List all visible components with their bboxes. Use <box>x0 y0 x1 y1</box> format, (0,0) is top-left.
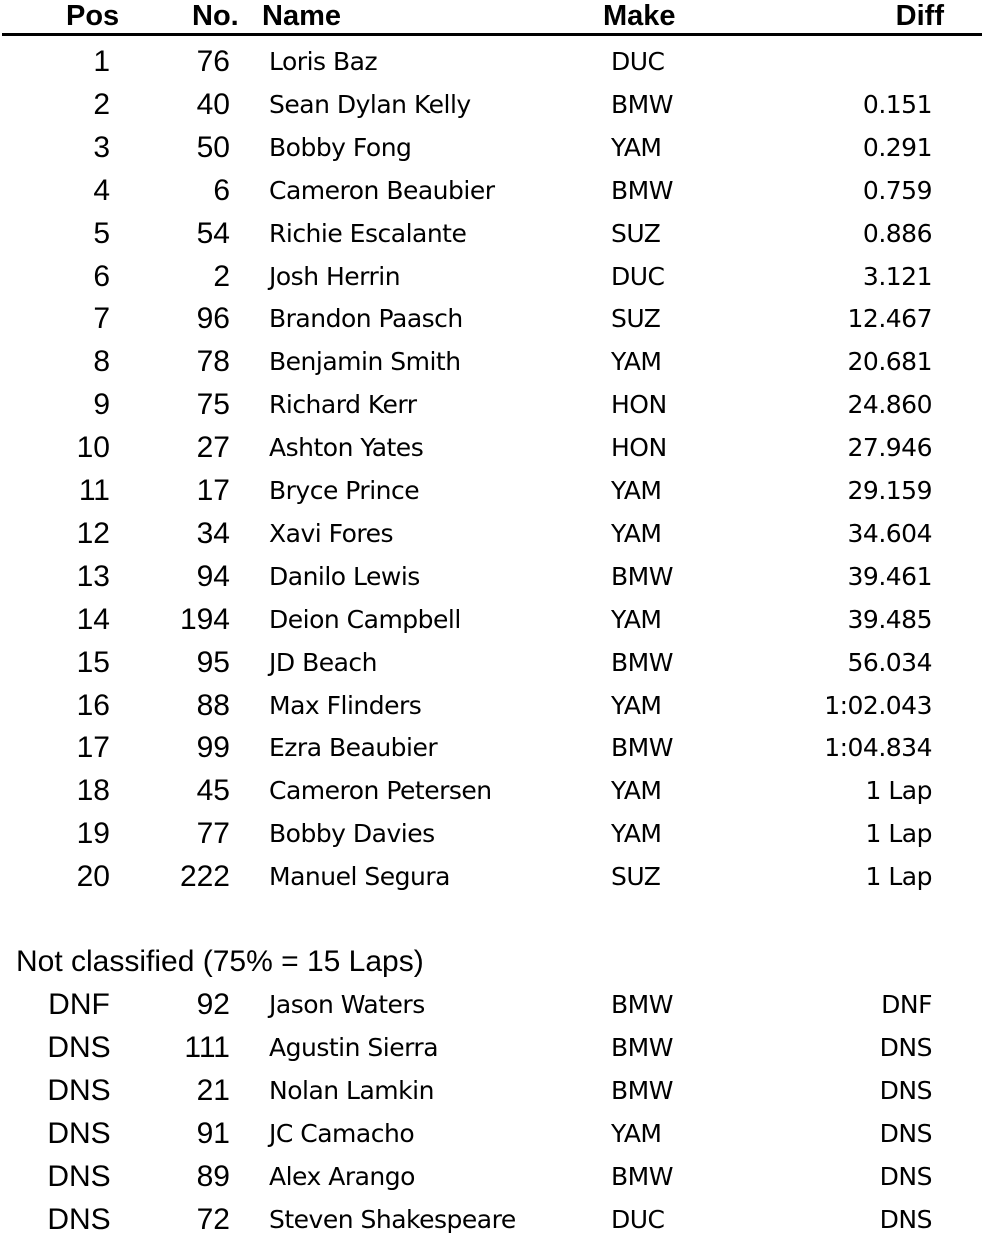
row-pos: DNS <box>47 1159 111 1193</box>
row-number: 222 <box>179 860 230 894</box>
table-row <box>0 340 982 383</box>
row-number: 45 <box>196 774 230 808</box>
row-rider-name: JC Camacho <box>269 1118 415 1148</box>
table-row <box>0 1112 982 1155</box>
table-row <box>0 855 982 898</box>
row-diff: DNS <box>879 1075 932 1105</box>
row-make: YAM <box>611 819 662 849</box>
row-diff: 0.759 <box>862 175 932 205</box>
row-pos: 13 <box>76 559 110 593</box>
row-make: DUC <box>611 47 665 76</box>
row-diff: DNS <box>879 1118 932 1148</box>
header-divider <box>2 33 982 36</box>
row-diff: DNS <box>879 1204 932 1234</box>
header-no: No. <box>192 0 239 32</box>
row-rider-name: Richie Escalante <box>269 218 467 248</box>
row-diff: 3.121 <box>862 261 932 291</box>
table-row <box>0 983 982 1026</box>
table-row <box>0 212 982 255</box>
table-row <box>0 1155 982 1198</box>
row-make: BMW <box>611 1161 673 1191</box>
row-make: DUC <box>611 261 665 291</box>
table-row <box>0 555 982 598</box>
row-rider-name: Bobby Davies <box>269 819 435 849</box>
row-make: BMW <box>611 733 673 763</box>
row-diff: 1:04.834 <box>824 733 932 763</box>
row-pos: 9 <box>93 388 110 422</box>
row-rider-name: Brandon Paasch <box>269 304 463 334</box>
row-pos: DNS <box>47 1073 111 1107</box>
row-number: 75 <box>196 388 230 422</box>
row-number: 92 <box>196 988 230 1021</box>
row-pos: DNS <box>47 1030 111 1064</box>
row-number: 72 <box>196 1202 230 1236</box>
row-pos: 2 <box>93 87 110 121</box>
row-number: 99 <box>196 731 230 765</box>
header-name: Name <box>262 0 341 32</box>
row-number: 50 <box>196 130 230 164</box>
row-rider-name: Max Flinders <box>269 690 422 720</box>
table-row <box>0 598 982 641</box>
row-pos: 7 <box>93 302 110 336</box>
row-number: 77 <box>196 817 230 851</box>
row-make: BMW <box>611 561 673 591</box>
row-make: YAM <box>611 132 662 162</box>
table-row <box>0 1198 982 1241</box>
row-number: 40 <box>196 87 230 121</box>
row-diff: 1 Lap <box>865 862 932 892</box>
row-number: 6 <box>213 173 230 207</box>
row-number: 94 <box>196 559 230 593</box>
table-row <box>0 40 982 83</box>
row-pos: DNF <box>48 988 110 1021</box>
row-number: 111 <box>184 1030 230 1064</box>
row-diff: 20.681 <box>847 347 932 377</box>
row-diff: 24.860 <box>847 390 932 420</box>
row-make: SUZ <box>611 304 661 334</box>
row-rider-name: Benjamin Smith <box>269 347 461 377</box>
row-diff: 39.461 <box>847 561 932 591</box>
table-row <box>0 641 982 684</box>
row-pos: 3 <box>93 130 110 164</box>
row-rider-name: JD Beach <box>269 647 378 677</box>
table-row <box>0 769 982 812</box>
table-row <box>0 684 982 727</box>
row-number: 17 <box>196 474 230 507</box>
row-diff: 12.467 <box>847 304 932 334</box>
row-pos: 10 <box>76 431 110 465</box>
row-rider-name: Steven Shakespeare <box>269 1204 516 1234</box>
row-pos: 5 <box>93 216 110 250</box>
row-make: YAM <box>611 776 662 806</box>
row-rider-name: Agustin Sierra <box>269 1032 439 1062</box>
row-make: SUZ <box>611 218 661 248</box>
row-rider-name: Nolan Lamkin <box>269 1075 434 1105</box>
row-make: HON <box>611 433 667 463</box>
row-make: BMW <box>611 647 673 677</box>
row-diff: DNS <box>879 1161 932 1191</box>
row-diff: 39.485 <box>847 604 932 634</box>
row-pos: 17 <box>76 731 110 765</box>
row-number: 96 <box>196 302 230 336</box>
row-make: BMW <box>611 89 673 119</box>
row-make: BMW <box>611 990 673 1019</box>
row-diff: DNF <box>881 990 932 1019</box>
row-make: YAM <box>611 476 662 505</box>
table-row <box>0 169 982 212</box>
row-make: DUC <box>611 1204 665 1234</box>
table-row <box>0 1069 982 1112</box>
row-diff: 0.291 <box>862 132 932 162</box>
row-rider-name: Bobby Fong <box>269 132 412 162</box>
table-row <box>0 512 982 555</box>
row-diff: 29.159 <box>847 476 932 505</box>
table-row <box>0 469 982 512</box>
header-diff: Diff <box>895 0 944 32</box>
row-diff: 1 Lap <box>865 819 932 849</box>
row-number: 91 <box>196 1116 230 1150</box>
row-number: 194 <box>179 602 230 636</box>
table-row <box>0 812 982 855</box>
table-row <box>0 726 982 769</box>
row-rider-name: Jason Waters <box>269 990 425 1019</box>
row-diff: 56.034 <box>847 647 932 677</box>
row-number: 54 <box>196 216 230 250</box>
row-number: 2 <box>213 259 230 293</box>
row-rider-name: Cameron Beaubier <box>269 175 495 205</box>
row-rider-name: Alex Arango <box>269 1161 415 1191</box>
row-rider-name: Manuel Segura <box>269 862 450 892</box>
row-make: BMW <box>611 1075 673 1105</box>
row-pos: DNS <box>47 1202 111 1236</box>
row-pos: 8 <box>93 345 110 379</box>
row-diff: 0.151 <box>862 89 932 119</box>
row-pos: 4 <box>93 173 110 207</box>
row-pos: 19 <box>76 817 110 851</box>
row-pos: DNS <box>47 1116 111 1150</box>
results-table-header <box>0 0 982 34</box>
row-pos: 14 <box>76 602 110 636</box>
row-pos: 18 <box>76 774 110 808</box>
row-number: 78 <box>196 345 230 379</box>
row-make: SUZ <box>611 862 661 892</box>
row-number: 88 <box>196 688 230 722</box>
row-make: YAM <box>611 347 662 377</box>
row-rider-name: Richard Kerr <box>269 390 417 420</box>
row-pos: 11 <box>78 474 110 507</box>
row-pos: 6 <box>93 259 110 293</box>
table-row <box>0 426 982 469</box>
row-diff: 0.886 <box>862 218 932 248</box>
row-number: 89 <box>196 1159 230 1193</box>
row-make: BMW <box>611 1032 673 1062</box>
row-make: HON <box>611 390 667 420</box>
row-number: 34 <box>196 516 230 550</box>
row-rider-name: Cameron Petersen <box>269 776 492 806</box>
row-pos: 15 <box>76 645 110 679</box>
row-number: 21 <box>196 1073 230 1107</box>
row-make: BMW <box>611 175 673 205</box>
row-pos: 20 <box>76 860 110 894</box>
row-rider-name: Ashton Yates <box>269 433 424 463</box>
table-row <box>0 383 982 426</box>
row-rider-name: Loris Baz <box>269 47 378 76</box>
row-number: 95 <box>196 645 230 679</box>
row-pos: 12 <box>76 516 110 550</box>
row-rider-name: Danilo Lewis <box>269 561 420 591</box>
table-row <box>0 297 982 340</box>
row-number: 27 <box>196 431 230 465</box>
row-make: YAM <box>611 604 662 634</box>
row-pos: 16 <box>76 688 110 722</box>
row-make: YAM <box>611 1118 662 1148</box>
row-diff: DNS <box>879 1032 932 1062</box>
row-rider-name: Bryce Prince <box>269 476 420 505</box>
row-make: YAM <box>611 518 662 548</box>
row-diff: 1 Lap <box>865 776 932 806</box>
header-make: Make <box>603 0 676 32</box>
header-pos: Pos <box>66 0 120 32</box>
table-row <box>0 126 982 169</box>
row-diff: 1:02.043 <box>824 690 932 720</box>
row-rider-name: Ezra Beaubier <box>269 733 438 763</box>
row-number: 76 <box>196 45 230 78</box>
row-rider-name: Josh Herrin <box>269 261 401 291</box>
row-diff: 34.604 <box>847 518 932 548</box>
row-diff: 27.946 <box>847 433 932 463</box>
table-row <box>0 83 982 126</box>
table-row <box>0 255 982 298</box>
row-rider-name: Deion Campbell <box>269 604 461 634</box>
row-pos: 1 <box>93 45 110 78</box>
table-row <box>0 1026 982 1069</box>
not-classified-heading: Not classified (75% = 15 Laps) <box>16 945 424 978</box>
row-rider-name: Sean Dylan Kelly <box>269 89 471 119</box>
row-rider-name: Xavi Fores <box>269 518 394 548</box>
row-make: YAM <box>611 690 662 720</box>
